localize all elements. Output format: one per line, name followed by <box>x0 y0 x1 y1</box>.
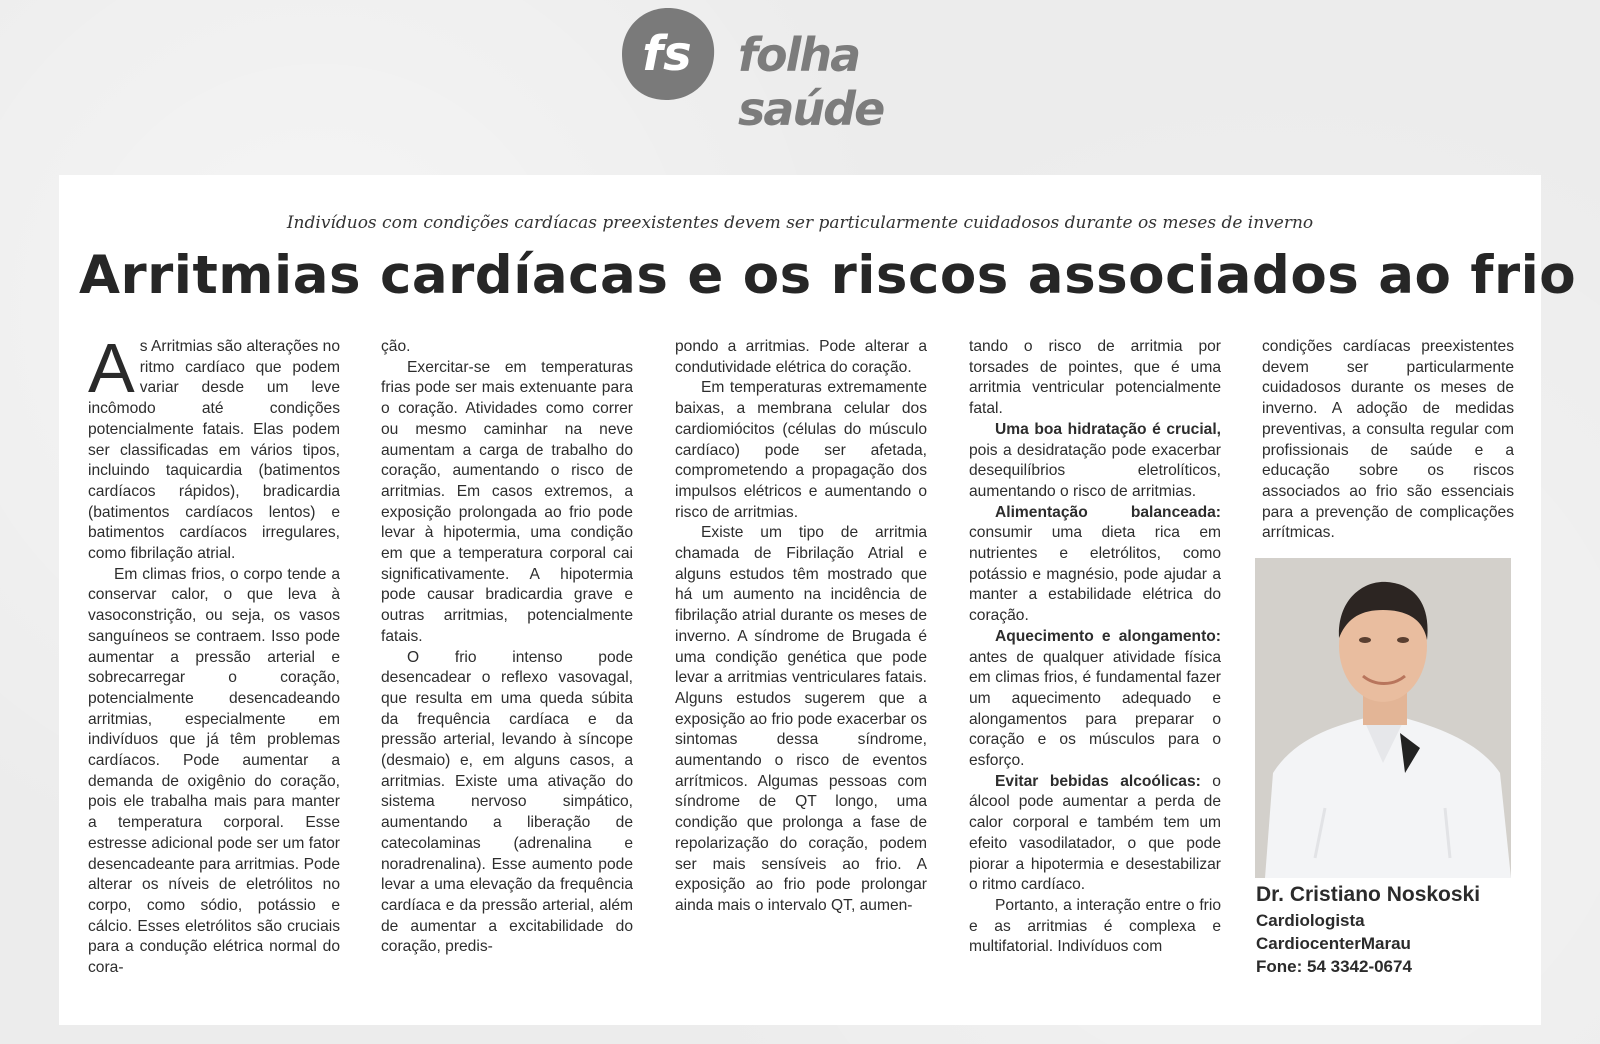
paragraph: pondo a arritmias. Pode alterar a condutividade elétrica do coração. <box>675 338 927 376</box>
doctor-portrait-icon <box>1255 558 1511 878</box>
paragraph: Portanto, a interação entre o frio e as arritmias é complexa e multifatorial. Indivíduos com <box>969 896 1221 956</box>
author-clinic: CardiocenterMarau <box>1256 934 1411 953</box>
paragraph: Em temperaturas extremamente baixas, a membrana celular dos cardiomiócitos (células do músculo cardíaco) pode ser afetada, comprometendo a propagação dos impulsos elétricos e aumentando o risco de arritmias. <box>675 379 927 521</box>
paragraph: condições cardíacas preexistentes devem ser particularmente cuidadosos durante os meses de inverno. A adoção de medidas preventivas, a consulta regular com profissionais de saúde e a educação sobre os riscos associados ao frio são essenciais para a prevenção de complicações arrítmicas. <box>1262 338 1514 542</box>
paragraph-text: s Arritmias são alterações no ritmo cardíaco que podem variar desde um leve incômodo até condições potencialmente fatais. Elas podem ser classificadas em vários tipos, incluindo taquicardia (batimentos cardíacos rápidos), bradicardia (batimentos cardíacos lentos) e batimentos cardíacos irregulares, como fibrilação atrial. <box>88 338 340 563</box>
paragraph <box>88 337 340 565</box>
author-signature <box>1256 881 1526 978</box>
folha-saude-logo-icon <box>620 6 716 102</box>
article-column-3 <box>675 337 927 977</box>
paragraph-lead: Alimentação balanceada: <box>995 503 1221 521</box>
paragraph <box>969 772 1221 896</box>
author-phone: Fone: 54 3342-0674 <box>1256 957 1412 976</box>
brand-name: folha saúde <box>738 28 884 136</box>
article-page <box>59 175 1577 1025</box>
masthead <box>620 6 1000 136</box>
author-name: Dr. Cristiano Noskoski <box>1256 883 1481 906</box>
logo-text: fs <box>642 26 692 82</box>
paragraph: Em climas frios, o corpo tende a conservar calor, o que leva à vasoconstrição, ou seja, os vasos sanguíneos se contraem. Isso pode aumentar a pressão arterial e sobrecarregar o coração, potencialmente desencadeando arritmias, especialmente em indivíduos que já têm problemas cardíacos. Pode aumentar a demanda de oxigênio do coração, pois ele trabalha mais para manter a temperatura corporal. Esse estresse adicional pode ser um fator desencadeante para arritmias. Pode alterar os níveis de eletrólitos no corpo, como sódio, potássio e cálcio. Esses eletrólitos são cruciais para a condução elétrica normal do cora- <box>88 565 340 977</box>
author-photo <box>1255 558 1511 878</box>
article-column-4 <box>969 337 1221 977</box>
paragraph-text: pois a desidratação pode exacerbar desequilíbrios eletrolíticos, aumentando o risco de arritmias. <box>969 441 1221 500</box>
paragraph-lead: Uma boa hidratação é crucial, <box>995 420 1221 438</box>
paragraph-lead: Aquecimento e alongamento: <box>995 627 1221 645</box>
article-headline: Arritmias cardíacas e os riscos associados ao frio <box>79 245 1577 306</box>
paragraph-text: consumir uma dieta rica em nutrientes e eletrólitos, como potássio e magnésio, pode ajudar a manter a estabilidade elétrica do coração. <box>969 524 1221 625</box>
paragraph-lead: Evitar bebidas alcoólicas: <box>995 772 1201 790</box>
paragraph: tando o risco de arritmia por torsades de pointes, que é uma arritmia ventricular potencialmente fatal. <box>969 338 1221 418</box>
paragraph-text: antes de qualquer atividade física em climas frios, é fundamental fazer um aquecimento adequado e alongamentos para preparar o coração e os músculos para o esforço. <box>969 648 1221 770</box>
paragraph-text: o álcool pode aumentar a perda de calor corporal e também tem um efeito vasodilatador, o que pode piorar a hipotermia e desestabilizar o ritmo cardíaco. <box>969 772 1221 894</box>
paragraph <box>969 627 1221 772</box>
paragraph <box>969 420 1221 503</box>
paragraph <box>969 503 1221 627</box>
paragraph: Existe um tipo de arritmia chamada de Fibrilação Atrial e alguns estudos têm mostrado que há um aumento na incidência de fibrilação atrial durante os meses de inverno. A síndrome de Brugada é uma condição genética que pode levar a arritmias ventriculares fatais. Alguns estudos sugerem que a exposição ao frio pode exacerbar os sintomas dessa síndrome, aumentando o risco de eventos arrítmicos. Algumas pessoas com síndrome de QT longo, uma condição que prolonga a fase de repolarização do coração, podem ser mais sensíveis ao frio. A exposição ao frio pode prolongar ainda mais o intervalo QT, aumen- <box>675 524 927 914</box>
paragraph: Exercitar-se em temperaturas frias pode ser mais extenuante para o coração. Atividades como correr ou mesmo caminhar na neve aumentam a carga de trabalho do coração, aumentando o risco de arritmias. Em casos extremos, a exposição prolongada ao frio pode levar à hipotermia, uma condição em que a temperatura corporal cai significativamente. A hipotermia pode causar bradicardia grave e outras arritmias, potencialmente fatais. <box>381 358 633 645</box>
paragraph: ção. <box>381 338 411 355</box>
article-column-1 <box>88 337 340 977</box>
article-deck: Indivíduos com condições cardíacas preexistentes devem ser particularmente cuidadosos durante os meses de inverno <box>286 213 1314 233</box>
article-column-2 <box>381 337 633 977</box>
author-title: Cardiologista <box>1256 911 1365 930</box>
drop-cap: A <box>88 337 135 407</box>
paragraph: O frio intenso pode desencadear o reflexo vasovagal, que resulta em uma queda súbita da frequência cardíaca e da pressão arterial, levando à síncope (desmaio) e, em alguns casos, a arritmias. Existe uma ativação do sistema nervoso simpático, aumentando a liberação de catecolaminas (adrenalina e noradrenalina). Esse aumento pode levar a uma elevação da frequência cardíaca e da pressão arterial, além de aumentar a excitabilidade do coração, predis- <box>381 648 633 956</box>
